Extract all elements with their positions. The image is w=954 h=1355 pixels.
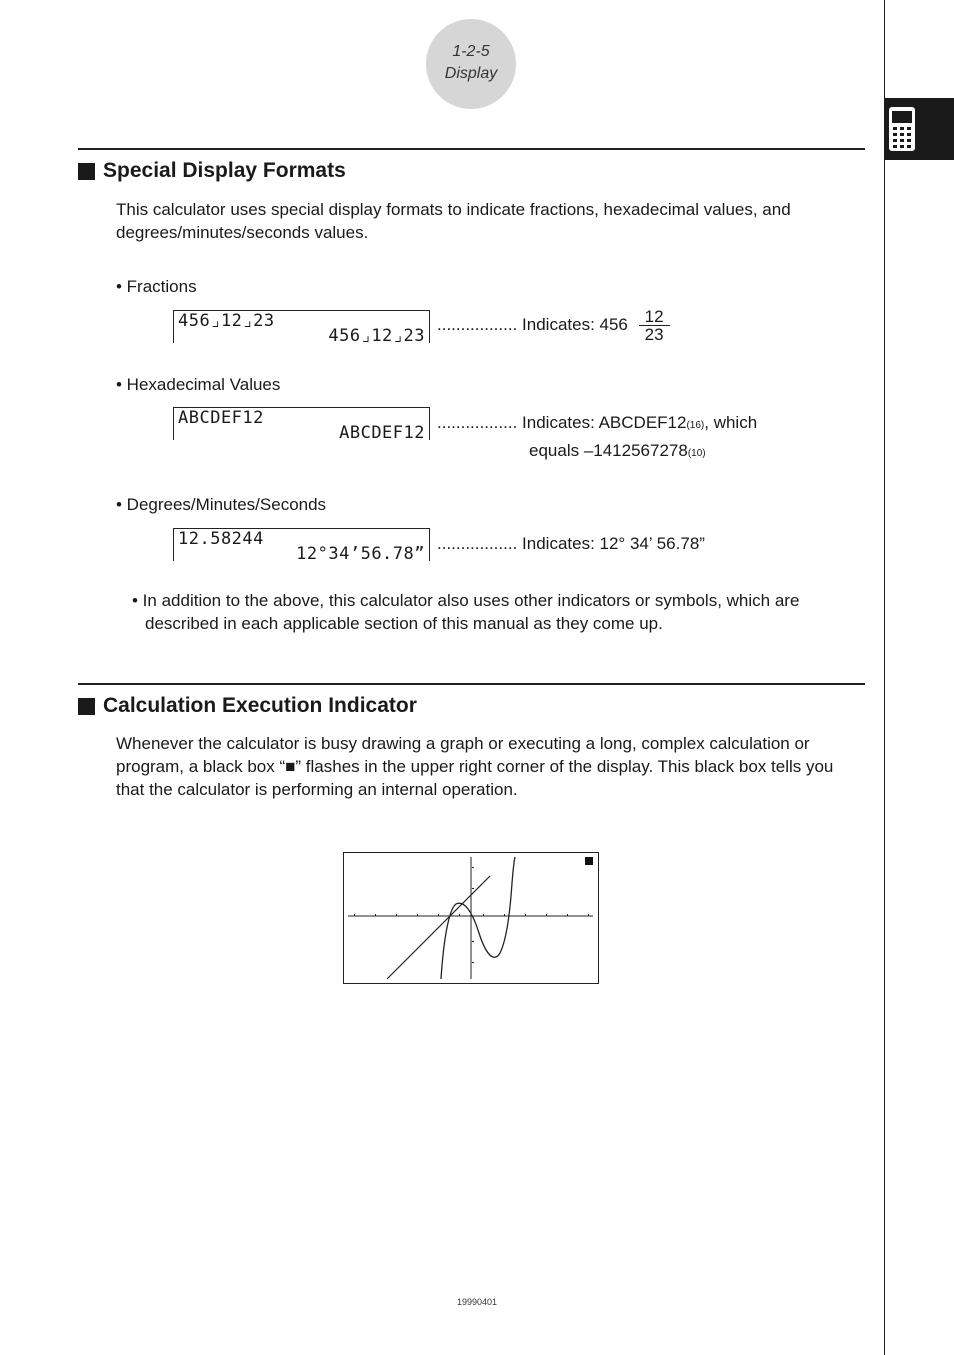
bullet-fractions: • Fractions	[116, 277, 197, 296]
chapter-tab	[884, 98, 954, 160]
section-intro: This calculator uses special display formats to indicate fractions, hexadecimal values, and degrees/minutes/seconds values.	[116, 200, 791, 242]
indicates-fractions	[437, 308, 670, 343]
leader-dots: .................	[437, 413, 518, 432]
bullet-dms: • Degrees/Minutes/Seconds	[116, 495, 327, 514]
lcd-line-input: 12.58244	[178, 529, 264, 549]
note-text: • In addition to the above, this calculator also uses other indicators or symbols, which are described in each applicable section of this manual as they come up.	[132, 591, 800, 633]
equals-text: equals –1412567278	[529, 441, 688, 460]
lcd-display-fractions	[173, 310, 430, 346]
lcd-line-result: 456⌟12⌟23	[328, 326, 425, 346]
section-body: Whenever the calculator is busy drawing a graph or executing a long, complex calculation or program, a black box “■” flashes in the upper right corner of the display. This black box tells you that the calculator is performing an internal operation.	[116, 734, 834, 799]
section-divider	[78, 148, 865, 150]
leader-dots: .................	[437, 314, 518, 334]
black-square-icon	[78, 698, 95, 715]
calculator-icon	[888, 106, 916, 152]
footer-code: 19990401	[456, 1297, 498, 1307]
page-badge	[426, 19, 516, 109]
section-title	[78, 694, 417, 718]
which-text: , which	[704, 413, 758, 432]
leader-dots: .................	[437, 534, 518, 553]
busy-indicator-box	[585, 857, 593, 865]
fraction-numerator: 12	[639, 308, 670, 326]
margin-rule	[884, 0, 885, 1355]
lcd-line-result: ABCDEF12	[339, 423, 425, 443]
graph-plot	[344, 853, 597, 982]
section-title-text: Calculation Execution Indicator	[103, 694, 417, 717]
indicates-hex	[437, 413, 757, 433]
page-number: 1-2-5	[452, 43, 490, 60]
section-title	[78, 159, 346, 183]
bullet-hex: • Hexadecimal Values	[116, 375, 281, 394]
section-divider	[78, 683, 865, 685]
indicates-dms	[437, 534, 705, 554]
lcd-display-dms	[173, 528, 430, 564]
lcd-line-result: 12°34’56.78”	[296, 544, 425, 564]
equals-hex	[529, 441, 706, 461]
base-subscript: (10)	[687, 448, 706, 459]
black-square-icon	[78, 163, 95, 180]
fraction	[639, 308, 670, 343]
indicates-text: Indicates: ABCDEF12	[522, 413, 687, 432]
section-title-text: Special Display Formats	[103, 159, 346, 182]
indicates-text: Indicates: 12° 34’ 56.78”	[522, 534, 705, 553]
lcd-display-hex	[173, 407, 430, 443]
indicates-text: Indicates: 456	[522, 314, 628, 334]
base-subscript: (16)	[686, 420, 705, 431]
lcd-line-input: 456⌟12⌟23	[178, 311, 275, 331]
section-name: Display	[444, 65, 498, 82]
fraction-denominator: 23	[644, 325, 664, 344]
lcd-line-input: ABCDEF12	[178, 408, 264, 428]
graph-screen	[343, 852, 599, 984]
